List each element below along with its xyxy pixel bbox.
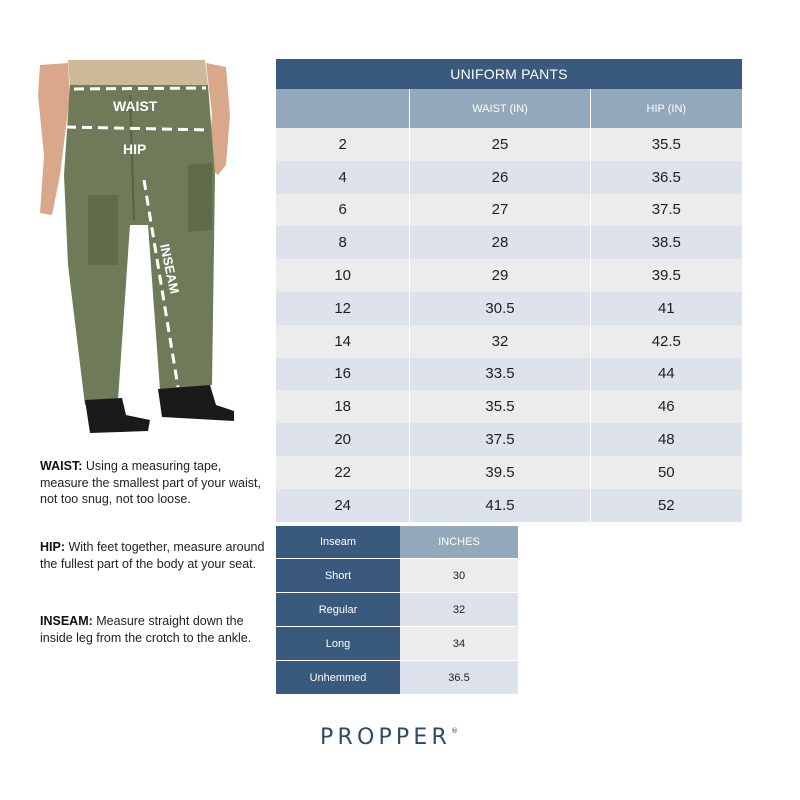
inseam-header: Inseam: [276, 526, 400, 559]
table-row: [276, 358, 742, 391]
size-cell: 2: [276, 128, 410, 161]
hip-cell: 41: [590, 292, 742, 325]
hip-cell: 52: [590, 489, 742, 522]
table-row: [276, 489, 742, 522]
registered-mark: ®: [451, 727, 458, 735]
table-row: [276, 161, 742, 194]
size-cell: 18: [276, 390, 410, 423]
inseam-length-cell: Regular: [276, 593, 400, 627]
table-row: [276, 128, 742, 161]
inches-cell: 32: [400, 593, 518, 627]
hip-term: HIP:: [40, 540, 65, 554]
table-title: UNIFORM PANTS: [276, 59, 742, 89]
uniform-pants-size-table: [276, 59, 742, 522]
hip-cell: 44: [590, 358, 742, 391]
inches-cell: 36.5: [400, 661, 518, 695]
waist-cell: 28: [410, 226, 590, 259]
inches-header: INCHES: [400, 526, 518, 559]
pants-size-illustration: [30, 55, 245, 440]
waist-term: WAIST:: [40, 459, 83, 473]
inseam-length-cell: Unhemmed: [276, 661, 400, 695]
waist-cell: 29: [410, 259, 590, 292]
size-cell: 10: [276, 259, 410, 292]
inseam-text: Measure straight down the inside leg from the crotch to the ankle.: [40, 614, 252, 645]
waist-cell: 27: [410, 194, 590, 227]
waist-cell: 25: [410, 128, 590, 161]
propper-logo: [320, 725, 458, 750]
hip-text: With feet together, measure around the fullest part of the body at your seat.: [40, 540, 265, 571]
waist-cell: 37.5: [410, 423, 590, 456]
table-row: [276, 325, 742, 358]
waist-text: Using a measuring tape, measure the smallest part of your waist, not too snug, not too loose.: [40, 459, 261, 506]
hip-cell: 46: [590, 390, 742, 423]
size-cell: 22: [276, 456, 410, 489]
waist-cell: 30.5: [410, 292, 590, 325]
hip-cell: 38.5: [590, 226, 742, 259]
table-row: [276, 456, 742, 489]
column-header-waist: WAIST (IN): [410, 89, 590, 128]
size-cell: 12: [276, 292, 410, 325]
table-row: [276, 226, 742, 259]
size-cell: 8: [276, 226, 410, 259]
hip-instruction: [40, 539, 265, 572]
waist-cell: 35.5: [410, 390, 590, 423]
hip-cell: 37.5: [590, 194, 742, 227]
hip-cell: 36.5: [590, 161, 742, 194]
size-cell: 16: [276, 358, 410, 391]
size-cell: 14: [276, 325, 410, 358]
size-cell: 6: [276, 194, 410, 227]
inseam-length-cell: Short: [276, 559, 400, 593]
column-header-hip: HIP (IN): [590, 89, 742, 128]
waist-cell: 32: [410, 325, 590, 358]
table-row: [276, 390, 742, 423]
table-row: [276, 259, 742, 292]
column-header-size: [276, 89, 410, 128]
inseam-length-cell: Long: [276, 627, 400, 661]
table-row: [276, 292, 742, 325]
inches-cell: 34: [400, 627, 518, 661]
waist-cell: 26: [410, 161, 590, 194]
table-row: [276, 593, 518, 627]
size-cell: 20: [276, 423, 410, 456]
waist-instruction: [40, 458, 265, 508]
waist-cell: 33.5: [410, 358, 590, 391]
waist-cell: 39.5: [410, 456, 590, 489]
table-row: [276, 423, 742, 456]
hip-cell: 39.5: [590, 259, 742, 292]
size-cell: 24: [276, 489, 410, 522]
table-row: [276, 627, 518, 661]
table-row: [276, 194, 742, 227]
hip-cell: 50: [590, 456, 742, 489]
table-row: [276, 661, 518, 695]
waist-label: WAIST: [113, 98, 158, 114]
inseam-label: INSEAM: [157, 242, 183, 296]
inches-cell: 30: [400, 559, 518, 593]
hip-label: HIP: [123, 141, 147, 157]
hip-cell: 42.5: [590, 325, 742, 358]
brand-name: PROPPER: [320, 725, 451, 750]
inseam-instruction: [40, 613, 265, 646]
table-row: [276, 559, 518, 593]
inseam-table: [276, 526, 518, 694]
hip-cell: 48: [590, 423, 742, 456]
inseam-term: INSEAM:: [40, 614, 93, 628]
size-cell: 4: [276, 161, 410, 194]
hip-cell: 35.5: [590, 128, 742, 161]
waist-cell: 41.5: [410, 489, 590, 522]
